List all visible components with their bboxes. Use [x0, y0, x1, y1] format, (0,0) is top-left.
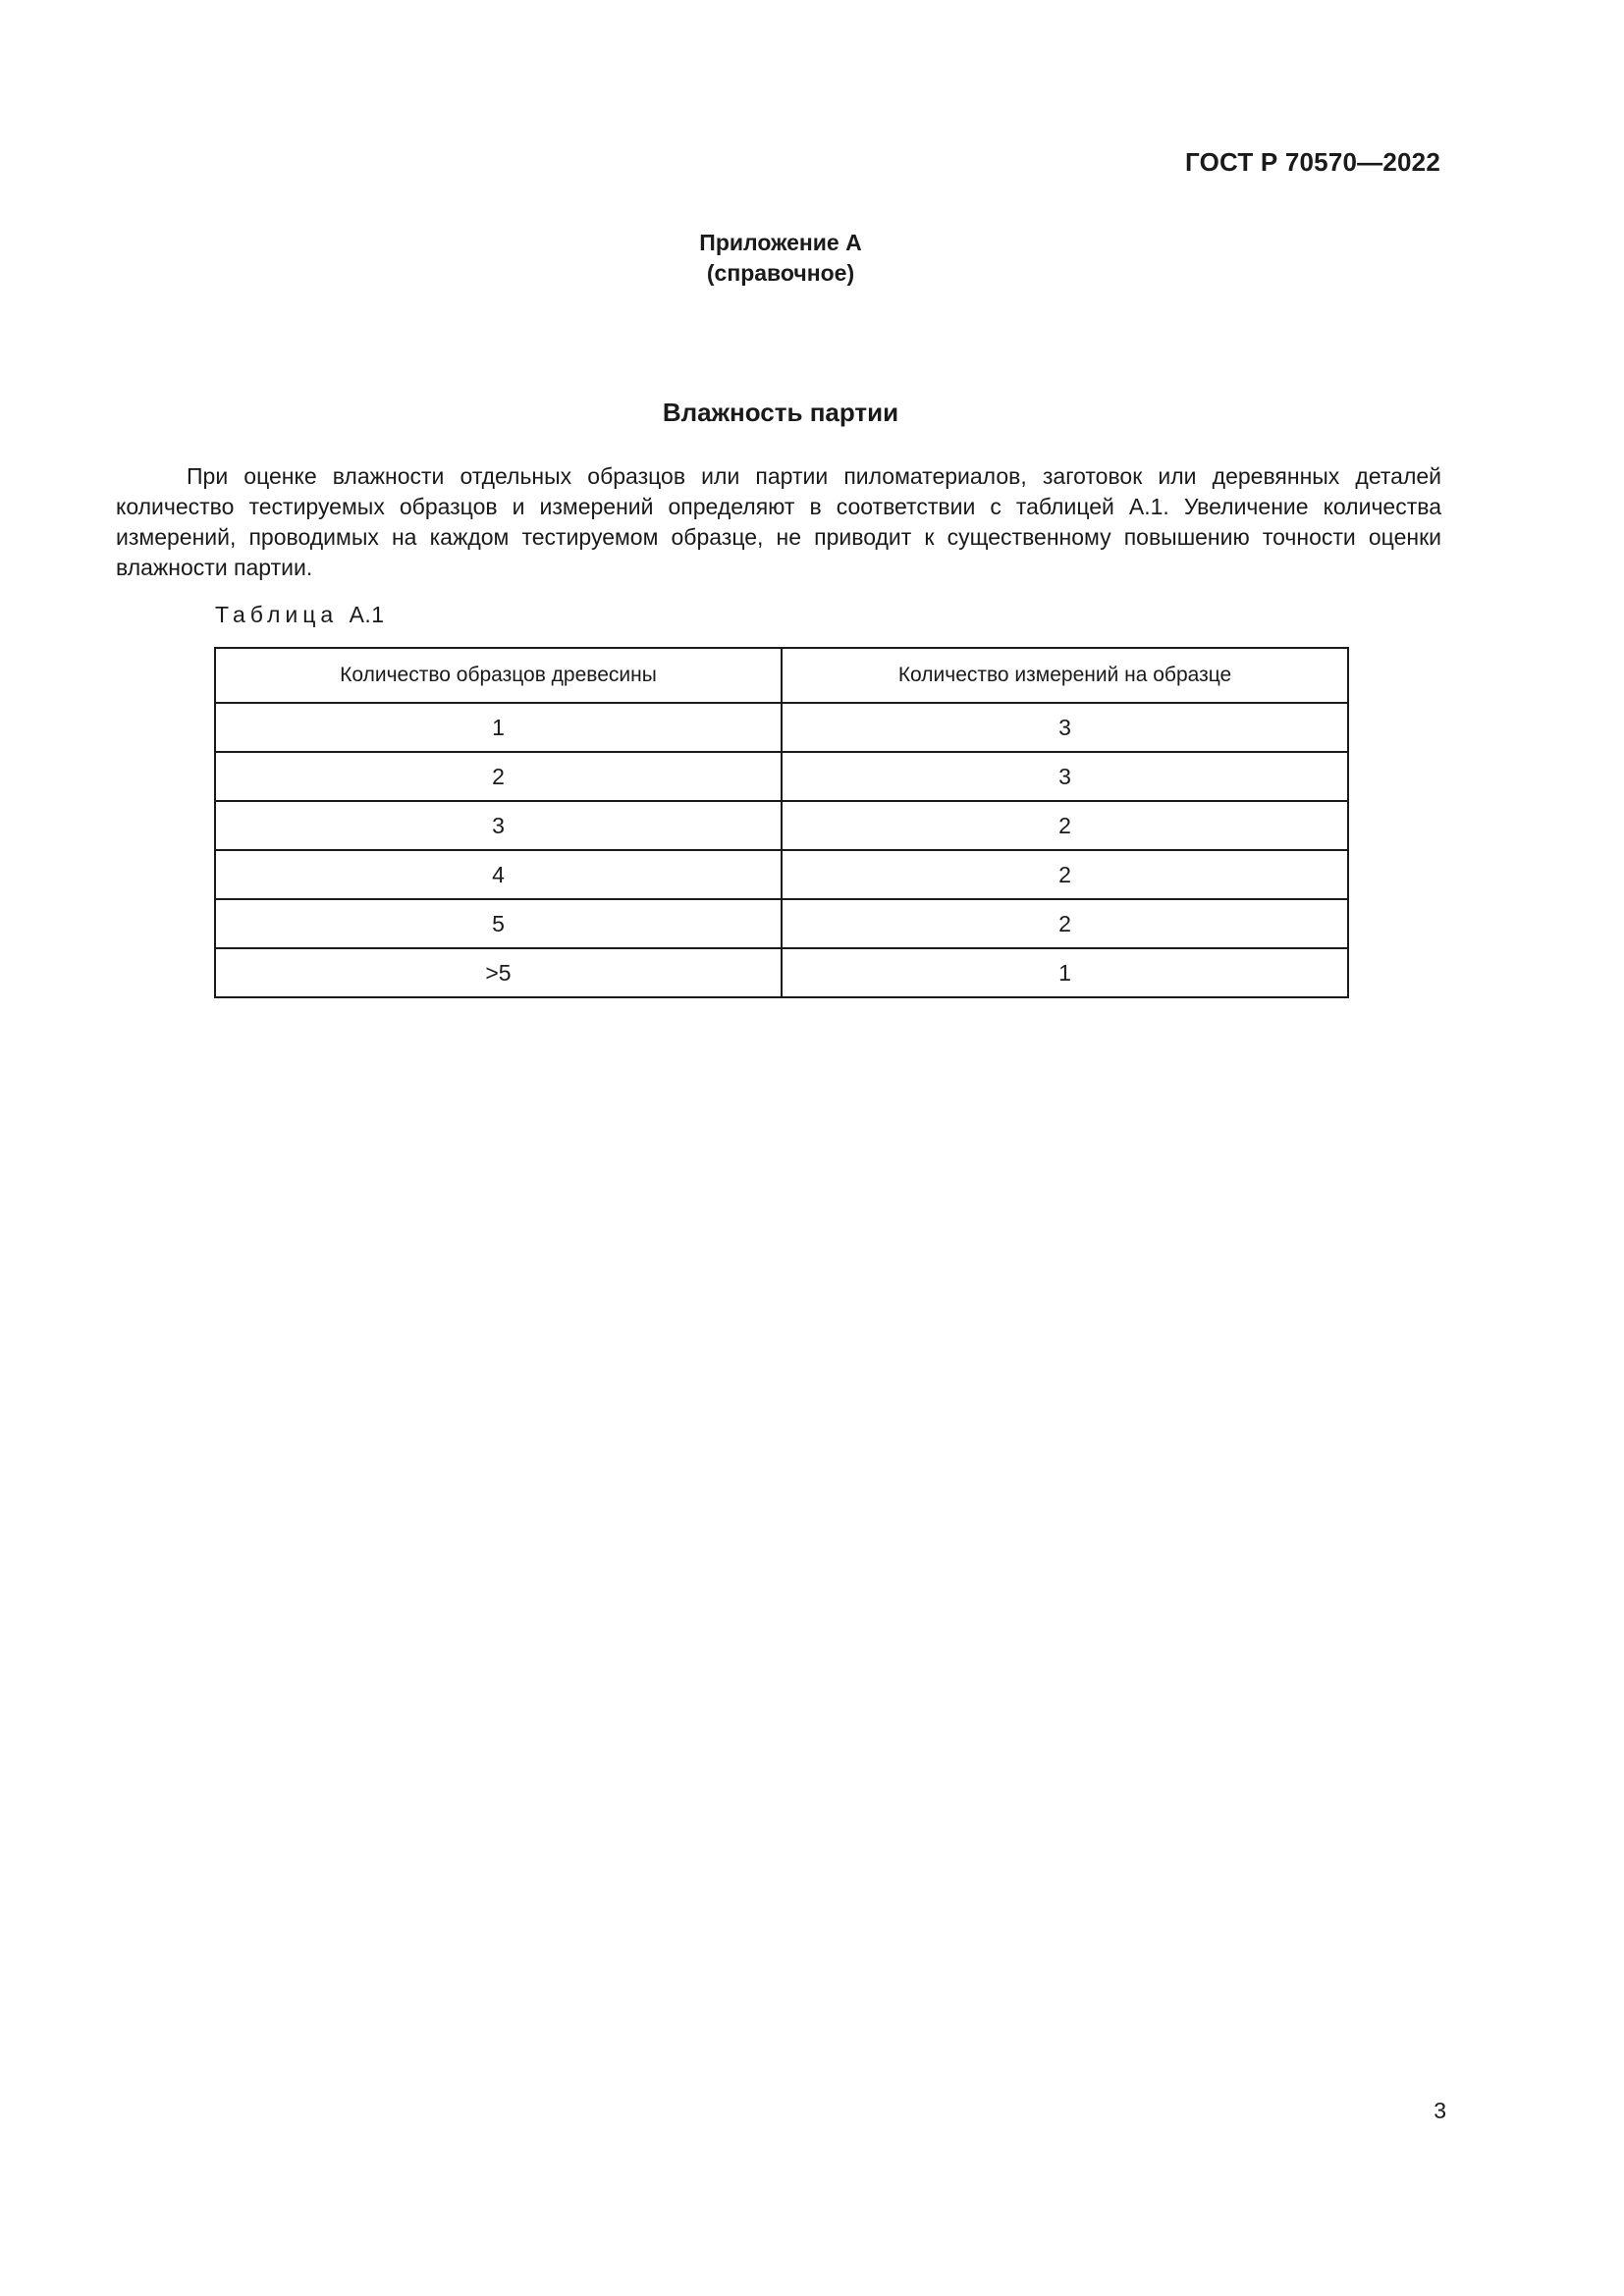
table-row	[215, 752, 1348, 801]
table-cell-samples: 5	[215, 899, 782, 948]
table-row	[215, 801, 1348, 850]
document-code: ГОСТ Р 70570—2022	[1185, 147, 1440, 177]
column-header-samples: Количество образцов древесины	[215, 648, 782, 703]
table-row	[215, 703, 1348, 752]
table-row	[215, 850, 1348, 899]
table-caption-word: Таблица	[215, 602, 339, 627]
table-cell-measurements: 3	[782, 703, 1348, 752]
table-cell-samples: 4	[215, 850, 782, 899]
table-cell-measurements: 2	[782, 899, 1348, 948]
table-cell-measurements: 1	[782, 948, 1348, 997]
table-header-row	[215, 648, 1348, 703]
table-cell-samples: 1	[215, 703, 782, 752]
appendix-heading	[0, 228, 1561, 289]
page-number: 3	[1434, 2098, 1446, 2123]
table-cell-measurements: 2	[782, 850, 1348, 899]
table-row	[215, 948, 1348, 997]
section-title: Влажность партии	[662, 398, 899, 427]
table-cell-measurements: 3	[782, 752, 1348, 801]
table-cell-samples: 3	[215, 801, 782, 850]
table-cell-samples: >5	[215, 948, 782, 997]
table-cell-samples: 2	[215, 752, 782, 801]
table-caption-number: А.1	[349, 602, 385, 627]
data-table	[214, 647, 1349, 998]
appendix-subtitle: (справочное)	[706, 260, 855, 286]
table-row	[215, 899, 1348, 948]
table-cell-measurements: 2	[782, 801, 1348, 850]
appendix-title: Приложение А	[699, 230, 862, 255]
body-paragraph: При оценке влажности отдельных образцов или партии пиломатериалов, заготовок или деревянных деталей количество тестируемых образцов и измерений определяют в соответствии с таблицей А.1. Увеличение количества измерений, проводимых на каждом тестируемом образце, не приводит к существенному повышению точности оценки влажности партии.	[116, 463, 1441, 580]
table-caption	[215, 602, 385, 628]
column-header-measurements: Количество измерений на образце	[782, 648, 1348, 703]
